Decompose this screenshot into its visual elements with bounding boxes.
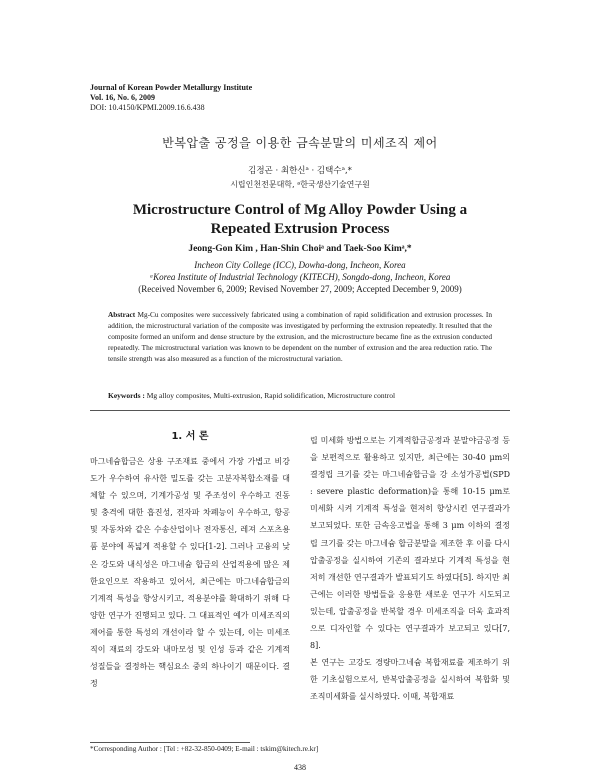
abstract-label: Abstract: [108, 310, 136, 319]
journal-header: [90, 83, 252, 113]
doi: DOI: 10.4150/KPMI.2009.16.6.438: [90, 103, 205, 112]
page-number: 438: [294, 763, 306, 772]
affiliation-line-2: ᵃKorea Institute of Industrial Technology (KITECH), Songdo-dong, Incheon, Korea: [149, 272, 451, 282]
keywords: [108, 391, 492, 400]
body-column-right: [310, 432, 510, 706]
abstract: [108, 310, 492, 365]
divider: [90, 410, 510, 411]
keywords-text: Mg alloy composites, Multi-extrusion, Rapid solidification, Microstructure control: [144, 391, 396, 400]
journal-name: Journal of Korean Powder Metallurgy Institute: [90, 83, 253, 92]
corresponding-author-footnote: *Corresponding Author : [Tel : +82-32-850-0409; E-mail : tskim@kitech.re.kr]: [90, 745, 319, 753]
footnote-divider: [90, 742, 250, 743]
korean-authors: 김정곤 · 최한신ᵃ · 김택수ᵃ,*: [248, 166, 352, 176]
english-title-line-2: Repeated Extrusion Process: [210, 221, 390, 237]
journal-volume: Vol. 16, No. 6, 2009: [90, 93, 156, 102]
english-title-line-1: Microstructure Control of Mg Alloy Powder Using a: [132, 202, 468, 218]
korean-affiliation: 시립인천전문대학, ᵃ한국생산기술연구원: [230, 180, 370, 189]
english-authors: Jeong-Gon Kim , Han-Shin Choiᵃ and Taek-Soo Kimᵃ,*: [188, 244, 412, 254]
received-dates: (Received November 6, 2009; Revised November 27, 2009; Accepted December 9, 2009): [138, 284, 462, 294]
body-column-left: [90, 430, 290, 692]
affiliation-line-1: Incheon City College (ICC), Dowha-dong, Incheon, Korea: [194, 260, 406, 270]
abstract-text: Mg-Cu composites were successively fabricated using a combination of rapid solidification and extrusion processes. In addition, the microstructural variation of the composite was investigated by performing the extrusion repeatedly. It resulted that the composite formed an uniform and dense structure by the extrusion, and the microstructure became fine as the extrusion conducted repeatedly. The microstructural variation was known to be dependent on the number of extrusion and the area reduction ratio. The tensile strength was also measured as a function of the microstructural variation.: [108, 310, 492, 363]
korean-title: 반복압출 공정을 이용한 금속분말의 미세조직 제어: [162, 136, 438, 150]
keywords-label: Keywords :: [108, 391, 145, 400]
english-title: [0, 201, 600, 239]
body-paragraph: 립 미세화 방법으로는 기계적합금공정과 분말야금공정 등을 보편적으로 활용하고 있지만, 최근에는 30-40 μm의 결정립 크기를 갖는 마그네슘합금을 강 소성가공법(SPD : severe plastic deformation)을 통해 10-15 μm로 미세화 시켜 기계적 특성을 현저히 향상시킨 연구결과가 보고되었다. 또한 금속응고법을 통해 3 μm 이하의 결정립 크기를 갖는 마그네슘 합금분말을 제조한 후 이를 다시 압출공정을 실시하여 기존의 결과보다 기계적 특성을 현저히 개선한 연구결과가 발표되기도 하였다[5]. 하지만 최근에는 이러한 방법들을 응용한 새로운 연구가 시도되고 있는데, 압출공정을 반복할 경우 미세조직을 더욱 효과적으로 디자인할 수 있다는 연구결과가 보고되고 있다[7, 8]. 본 연구는 고강도 경량마그네슘 복합재료를 제조하기 위한 기초실험으로서, 반복압출공정을 실시하여 복합화 및 조직미세화를 실시하였다. 이때, 복합재료: [310, 436, 510, 702]
section-heading: 1. 서 론: [171, 431, 209, 442]
english-affiliation: [0, 259, 600, 283]
body-paragraph: 마그네슘합금은 상용 구조재료 중에서 가장 가볍고 비강도가 우수하여 유사한 밀도를 갖는 고분자복합소재를 대체할 수 있으며, 기계가공성 및 주조성이 우수하고 진동 및 충격에 대한 흡진성, 전자파 차폐능이 우수하고, 항공 및 자동차와 같은 수송산업이나 전자통신, 레져 스포츠용품 분야에 폭넓게 적용할 수 있다[1-2]. 그러나 고융의 낮은 강도와 내식성은 마그네슘 합금의 산업적용에 많은 제한요인으로 작용하고 있어서, 최근에는 마그네슘합금의 기계적 특성을 향상시키고, 적용분야를 확대하기 위해 다양한 연구가 진행되고 있다. 그 대표적인 예가 미세조직의 제어를 통한 특성의 개선이라 할 수 있는데, 이는 미세조직이 재료의 강도와 내마모성 및 인성 등과 같은 기계적 성질들을 결정하는 핵심요소 중의 하나이기 때문이다. 결정: [90, 457, 290, 689]
